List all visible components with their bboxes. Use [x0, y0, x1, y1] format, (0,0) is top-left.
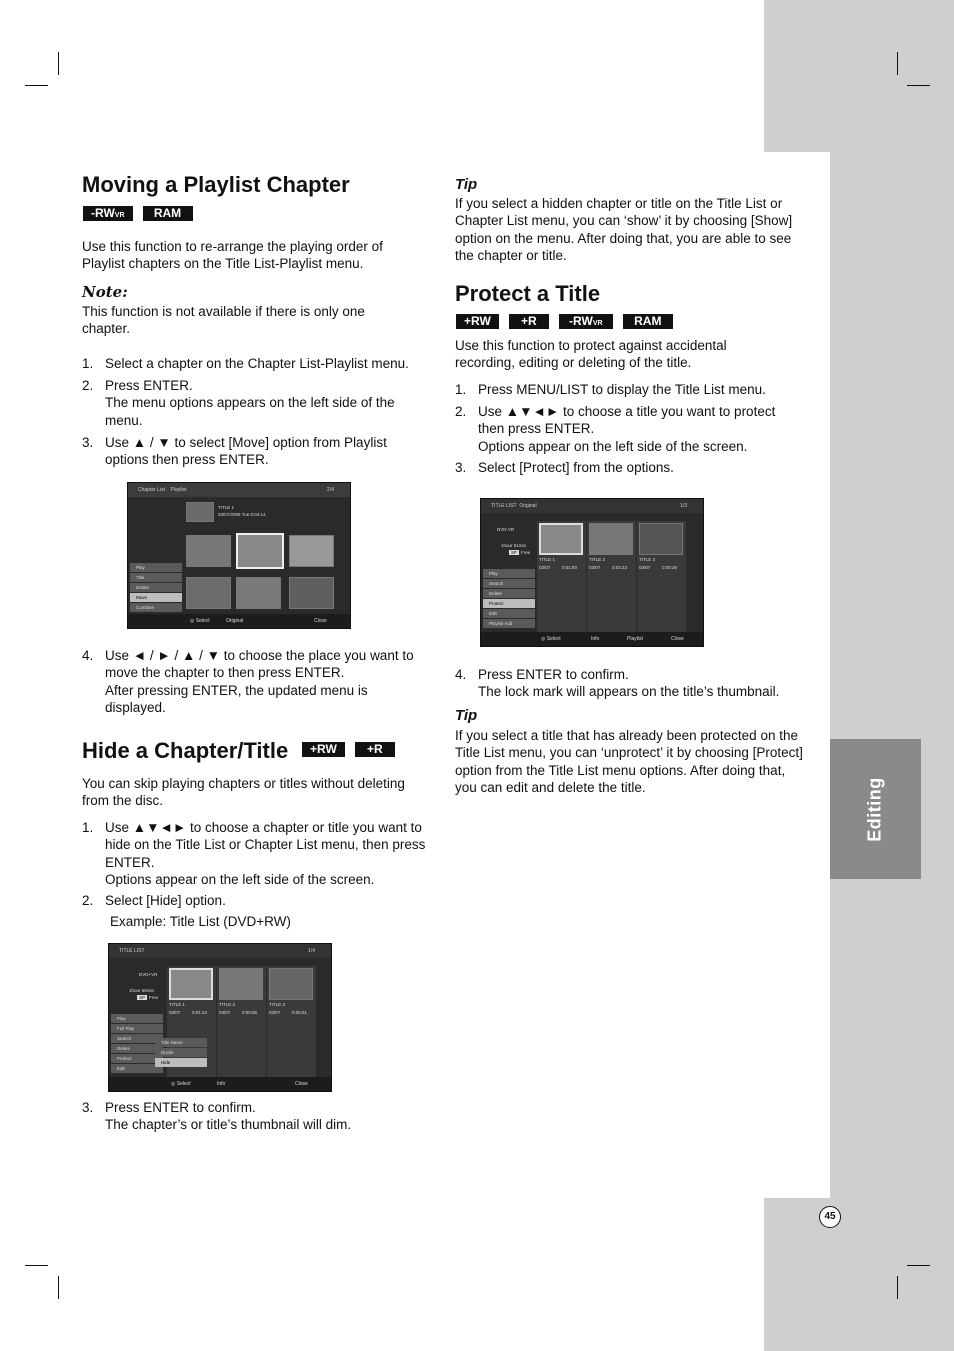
submenu-title-name[interactable]: Title Name: [155, 1038, 207, 1047]
chapter-thumb-selected[interactable]: [236, 533, 284, 569]
menu-edit[interactable]: Edit: [483, 609, 535, 618]
menu-protect[interactable]: Protect: [111, 1054, 163, 1063]
badge-ram: RAM: [623, 314, 673, 329]
menu-delete[interactable]: Delete: [111, 1044, 163, 1053]
menu-protect[interactable]: Protect: [483, 599, 535, 608]
screen-header: TITLE LIST 1/4: [109, 944, 331, 958]
menu-play[interactable]: Play: [483, 569, 535, 578]
title-thumb: [269, 968, 313, 1000]
chapter-thumb[interactable]: [186, 535, 231, 567]
title-thumb: [589, 523, 633, 555]
crop-mark: [897, 1276, 898, 1299]
moving-step-2: 2. Press ENTER. The menu options appears on the left side of the menu.: [82, 378, 395, 428]
tip-text: If you select a hidden chapter or title on the Title List or Chapter List menu, you can ‘show’ it by choosing [Show] option on the menu. After doing that, you are able to see the chapter or title.: [455, 196, 793, 263]
options-menu: [130, 563, 182, 613]
protect-step-4: 4. Press ENTER to confirm. The lock mark will appears on the title’s thumbnail.: [455, 667, 780, 700]
menu-title[interactable]: Title: [130, 573, 182, 582]
screen-header: Chapter List Playlist 2/4: [128, 483, 350, 497]
title-thumb: [539, 523, 583, 555]
title-thumb: [219, 968, 263, 1000]
badge-rw: -RWVR: [559, 314, 613, 329]
chapter-thumb[interactable]: [289, 535, 334, 567]
title-thumbnail: [186, 502, 214, 522]
title-thumb: [169, 968, 213, 1000]
edit-submenu: [155, 1038, 207, 1068]
badge-plus-r: +R: [355, 742, 395, 757]
badge-rw: -RWVR: [83, 206, 133, 221]
section-tab: Editing: [830, 739, 921, 879]
submenu-divide[interactable]: Divide: [155, 1048, 207, 1057]
menu-move[interactable]: Move: [130, 593, 182, 602]
crop-mark: [907, 85, 930, 86]
badge-plus-rw: +RW: [302, 742, 345, 757]
crop-mark: [25, 85, 48, 86]
badge-plus-r: +R: [509, 314, 549, 329]
title-list-protect-screen: TITLE LIST Original 1/3 DVD-VR 1hour 51min SP Free TITLE 1 03/07 0:01:50 TITLE 2 03/07 0:02:23 TITLE 3 03/07 0:00:26 Play Search Delete Protect Edit Playlist Add ◎ Select Info Playlist Close: [480, 498, 704, 647]
hide-step-2: 2. Select [Hide] option. Example: Title List (DVD+RW): [82, 893, 291, 930]
crop-mark: [58, 52, 59, 75]
title-cell[interactable]: TITLE 2 03/07 0:00:55: [217, 966, 266, 1078]
submenu-hide[interactable]: Hide: [155, 1058, 207, 1067]
tip-heading: Tip: [455, 176, 478, 193]
menu-playlist-add[interactable]: Playlist Add: [483, 619, 535, 628]
tip-heading: Tip: [455, 707, 478, 724]
note-heading: Note:: [82, 283, 128, 301]
hide-step-1: 1. Use ▲▼◄► to choose a chapter or title you want to hide on the Title List or Chapter List menu, then press ENTER. Options appear on the left side of the screen.: [82, 820, 426, 887]
hide-badges: [302, 742, 395, 757]
chapter-thumb[interactable]: [236, 577, 281, 609]
chapter-thumb[interactable]: [289, 577, 334, 609]
crop-mark: [25, 1265, 48, 1266]
protect-badges: [456, 314, 673, 329]
protect-heading: Protect a Title: [455, 281, 601, 306]
note-text: This function is not available if there is only one chapter.: [82, 304, 365, 337]
crop-mark: [907, 1265, 930, 1266]
tip-text: If you select a title that has already been protected on the Title List menu, you can ‘unprotect’ it by choosing [Protect] option from the Title List menu options. After doing that, you can edit and delete the title.: [455, 728, 803, 795]
chapter-list-screen: Chapter List Playlist 2/4 TITLE 1 03/07/2006 Tue 0:04:14 Play Title Delete Move Combine ◎ Select Original Close: [127, 482, 351, 629]
crop-mark: [897, 52, 898, 75]
hide-heading: Hide a Chapter/Title: [82, 738, 289, 763]
menu-play[interactable]: Play: [111, 1014, 163, 1023]
badge-plus-rw: +RW: [456, 314, 499, 329]
screen-footer: ◎ Select Original Close: [128, 614, 350, 628]
title-cell[interactable]: TITLE 1 03/07 0:01:50: [537, 521, 586, 633]
hide-intro: You can skip playing chapters or titles without deleting from the disc.: [82, 776, 405, 809]
title-cell[interactable]: TITLE 1 03/07 0:01:23: [167, 966, 216, 1078]
chapter-thumb[interactable]: [186, 577, 231, 609]
moving-intro: Use this function to re-arrange the playing order of Playlist chapters on the Title List-Playlist menu.: [82, 239, 383, 272]
moving-heading: Moving a Playlist Chapter: [82, 172, 350, 197]
menu-search[interactable]: Search: [111, 1034, 163, 1043]
screen-header: TITLE LIST Original 1/3: [481, 499, 703, 513]
menu-edit[interactable]: Edit: [111, 1064, 163, 1073]
title-list-hide-screen: TITLE LIST 1/4 DVD+VR 1hour 55min SP Free TITLE 1 03/07 0:01:23 TITLE 2 03/07 0:00:55 TITLE 3 03/07 0:05:51 Play Full Play Search Delete Protect Edit Title Name Divide Hide ◎ Select Info Close: [108, 943, 332, 1092]
title-cell[interactable]: TITLE 3 03/07 0:05:51: [267, 966, 316, 1078]
crop-mark: [58, 1276, 59, 1299]
menu-search[interactable]: Search: [483, 579, 535, 588]
title-cell[interactable]: TITLE 2 03/07 0:02:23: [587, 521, 636, 633]
screen-footer: ◎ Select Info Close: [109, 1077, 331, 1091]
menu-delete[interactable]: Delete: [130, 583, 182, 592]
menu-delete[interactable]: Delete: [483, 589, 535, 598]
options-menu: [483, 569, 535, 629]
page-number: 45: [819, 1206, 841, 1228]
menu-play[interactable]: Play: [130, 563, 182, 572]
hide-step-3: 3. Press ENTER to confirm. The chapter’s or title’s thumbnail will dim.: [82, 1100, 352, 1133]
protect-intro: Use this function to protect against accidental recording, editing or deleting of the title.: [455, 338, 727, 371]
moving-step-4: 4. Use ◄ / ► / ▲ / ▼ to choose the place you want to move the chapter to then press ENTER. After pressing ENTER, the updated menu is displayed.: [82, 648, 414, 715]
protect-step-2: 2. Use ▲▼◄► to choose a title you want to protect then press ENTER. Options appear on the left side of the screen.: [455, 404, 776, 454]
menu-combine[interactable]: Combine: [130, 603, 182, 612]
moving-badges: [83, 206, 193, 221]
title-cell[interactable]: TITLE 3 03/07 0:00:26: [637, 521, 686, 633]
screen-footer: ◎ Select Info Playlist Close: [481, 632, 703, 646]
title-thumb: [639, 523, 683, 555]
menu-full-play[interactable]: Full Play: [111, 1024, 163, 1033]
badge-ram: RAM: [143, 206, 193, 221]
